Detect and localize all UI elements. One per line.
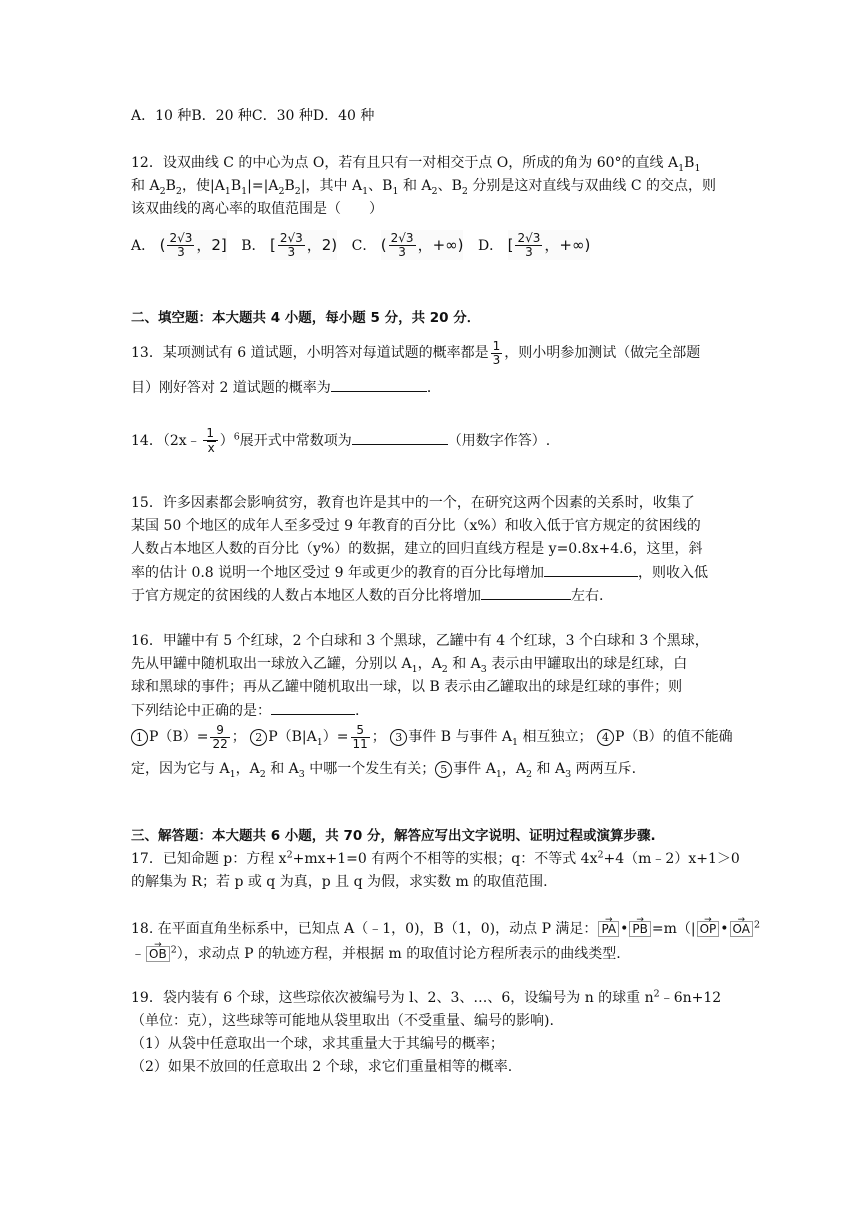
q16-line6: 定，因为它与 $A_1$，$A_2$ 和 $A_3$ 中哪一个发生有关； 5 事件 $A_1$，$A_2$ 和 $A_3$ 两两互斥. — [131, 761, 637, 780]
q15-line1: 15．许多因素都会影响贫穷，教育也许是其中的一个，在研究这两个因素的关系时，收集了 — [131, 495, 695, 511]
q13-fraction: $\frac{1}{3}$ — [492, 338, 501, 367]
q16-answer-blank[interactable] — [271, 700, 355, 715]
q19-line1: 19．袋内装有 6 个球，这些琮依次被编号为 l、2、3、…、6，设编号为 n 的球重 $n^2﹣6n+12$ — [131, 988, 722, 1006]
q16-line1: 16．甲罐中有 5 个红球，2 个白球和 3 个黑球，乙罐中有 4 个红球，3 个白球和 3 个黑球， — [131, 633, 709, 649]
q17-line2: 的解集为 R；若 p 或 q 为真，p 且 q 为假，求实数 m 的取值范围. — [131, 874, 548, 890]
vector-pb: → PB — [629, 921, 650, 937]
q18-line2: ﹣→ OB $^2$），求动点 P 的轨迹方程，并根据 m 的取值讨论方程所表示的曲线类型. — [131, 942, 621, 966]
q13-line1: 13．某项测试有 6 道试题，小明答对每道试题的概率都是 $\frac{1}{3}$ ，则小明参加测试（做完全部题 — [131, 338, 701, 367]
q16-statements-line: 1 P（B）= $\frac{9}{22}$ ； 2 $P(B|A_1)=$ $\frac{5}{11}$ ； 3 事件 B 与事件 $A_1$ 相互独立； 4 P（B）的值不能确 — [131, 722, 733, 752]
circled-number-4: 4 — [597, 729, 614, 746]
q19-line4: （2）如果不放回的任意取出 2 个球，求它们重量相等的概率. — [131, 1059, 513, 1075]
q15-line5: 于官方规定的贫困线的人数占本地区人数的百分比将增加 左右. — [131, 585, 603, 606]
q19-line2: （单位：克），这些球等可能地从袋里取出（不受重量、编号的影响). — [131, 1013, 554, 1029]
q12-option-c[interactable]: C． ( $\frac{2√3}{3}$ ，+∞) — [351, 230, 464, 259]
q14-answer-blank[interactable] — [352, 430, 448, 445]
q11-options: A．10 种B．20 种C．30 种D．40 种 — [131, 108, 375, 124]
q13-line2: 目）刚好答对 2 道试题的概率为 ． — [131, 377, 441, 398]
q15-line2: 某国 50 个地区的成年人至多受过 9 年教育的百分比（x%）和收入低于官方规定的贫困线的 — [131, 518, 701, 534]
vector-pa: → PA — [598, 921, 619, 937]
q18-line1: 18. 在平面直角坐标系中，已知点 A（﹣1，0)，B（1，0)，动点 P 满足：→ PA •→ PB =m（|→ OP •→ OA $^2$ — [131, 917, 760, 941]
circled-number-1: 1 — [131, 729, 148, 746]
q16-line2: 先从甲罐中随机取出一球放入乙罐，分别以 $A_1$，$A_2$ 和 $A_3$ 表示由甲罐取出的球是红球，白 — [131, 656, 688, 675]
circled-number-3: 3 — [390, 729, 407, 746]
q12-option-a[interactable]: A． ( $\frac{2√3}{3}$ ，2] — [131, 230, 227, 259]
q12-line2: 和 $A_2B_2$，使$|A_1B_1|=|A_2B_2|$，其中 $A_1$、$B_1$ 和 $A_2$、$B_2$ 分别是这对直线与双曲线 C 的交点，则 — [131, 178, 716, 197]
q14-fraction: $\frac{1}{x}$ — [203, 427, 218, 455]
circled-number-2: 2 — [250, 729, 267, 746]
vector-ob: → OB — [146, 946, 170, 962]
q12-options — [131, 230, 600, 261]
q15-line3: 人数占本地区人数的百分比（y%）的数据，建立的回归直线方程是 y=0.8x+4.6，这里，斜 — [131, 541, 703, 557]
q17-line1: 17．已知命题 p：方程 $x^2+mx+1=0$ 有两个不相等的实根；q：不等式 $4x^2+4(m﹣2)x+1>0$ — [131, 849, 740, 867]
q15-line4: 率的估计 0.8 说明一个地区受过 9 年或更少的教育的百分比每增加 ，则收入低 — [131, 562, 708, 583]
q16-line4: 下列结论中正确的是： . — [131, 700, 359, 721]
q12-option-b[interactable]: B． [ $\frac{2√3}{3}$ ，2) — [241, 230, 338, 259]
q15-answer-blank-1[interactable] — [544, 562, 638, 577]
q16-line3: 球和黑球的事件；再从乙罐中随机取出一球，以 B 表示由乙罐取出的球是红球的事件；则 — [131, 679, 683, 695]
section-3-title: 三、解答题：本大题共 6 小题，共 70 分，解答应写出文字说明、证明过程或演算步骤. — [131, 828, 656, 844]
q19-line3: （1）从袋中任意取出一个球，求其重量大于其编号的概率； — [131, 1036, 504, 1052]
vector-op: → OP — [697, 921, 720, 937]
vector-oa: → OA — [730, 921, 753, 937]
q13-answer-blank[interactable] — [331, 377, 427, 392]
q12-option-d[interactable]: D． [ $\frac{2√3}{3}$ ，+∞) — [477, 230, 591, 259]
section-2-title: 二、填空题：本大题共 4 小题，每小题 5 分，共 20 分． — [131, 310, 481, 326]
q14-line: 14．（2x﹣ $\frac{1}{x}$ ）$^6$展开式中常数项为 （用数字作答）. — [131, 426, 551, 455]
q12-line3: 该双曲线的离心率的取值范围是（ ） — [131, 201, 383, 217]
q15-answer-blank-2[interactable] — [481, 585, 571, 600]
circled-number-5: 5 — [435, 761, 452, 778]
q12-line1: 12．设双曲线 C 的中心为点 O，若有且只有一对相交于点 O，所成的角为 60°的直线 $A_1B_1$ — [131, 155, 701, 174]
